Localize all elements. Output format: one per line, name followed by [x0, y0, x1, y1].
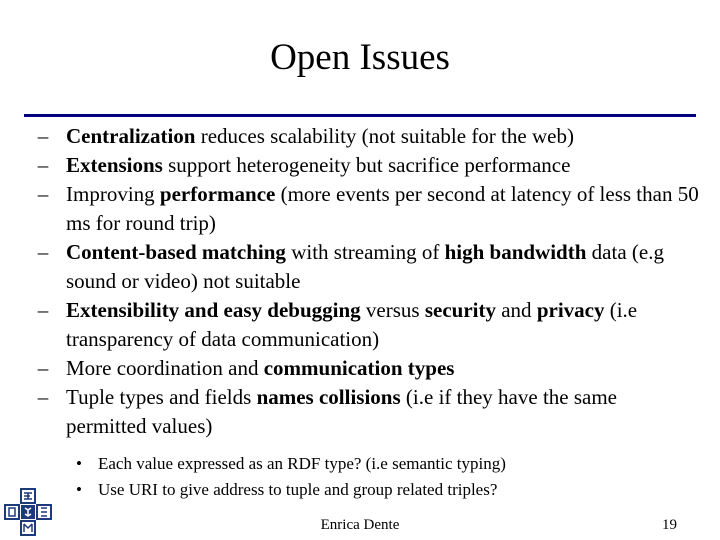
- bold-text-run: performance: [159, 182, 276, 206]
- sub-bullet-item: [76, 451, 696, 477]
- bullet-text: [66, 124, 574, 148]
- text-run: (i.e transparency of data communication): [66, 298, 638, 351]
- bold-text-run: security: [424, 298, 496, 322]
- bullet-text: [66, 298, 637, 351]
- bold-text-run: names collisions: [256, 385, 401, 409]
- text-run: data (e.g sound or video) not suitable: [66, 240, 664, 293]
- sub-bullet-text: Use URI to give address to tuple and group related triples?: [98, 480, 498, 499]
- sub-bullet-item: [76, 477, 696, 503]
- sub-bullet-marker: •: [76, 454, 82, 473]
- text-run: and: [495, 298, 537, 322]
- bullet-list: [30, 122, 700, 441]
- bullet-marker: –: [37, 356, 49, 380]
- page-number: 19: [662, 517, 677, 533]
- sub-bullet-marker: •: [76, 480, 82, 499]
- bold-text-run: high bandwidth: [444, 240, 587, 264]
- bold-text-run: Extensions: [66, 153, 163, 177]
- bold-text-run: Extensibility and easy debugging: [66, 298, 361, 322]
- bullet-item: [30, 296, 700, 354]
- bullet-marker: –: [37, 124, 49, 148]
- title-divider: [24, 114, 696, 117]
- bullet-marker: –: [37, 240, 49, 264]
- bold-text-run: communication types: [263, 356, 455, 380]
- text-run: Improving: [66, 182, 160, 206]
- bullet-item: [30, 180, 700, 238]
- bullet-marker: –: [37, 153, 49, 177]
- text-run: (more events per second at latency of less than 50 ms for round trip): [66, 182, 699, 235]
- bullet-item: [30, 238, 700, 296]
- bold-text-run: privacy: [536, 298, 605, 322]
- bullet-text: [66, 153, 570, 177]
- text-run: Tuple types and fields: [66, 385, 257, 409]
- bullet-item: [30, 151, 700, 180]
- footer-author: Enrica Dente: [320, 517, 400, 533]
- text-run: reduces scalability (not suitable for the web): [195, 124, 574, 148]
- bullet-item: [30, 122, 700, 151]
- sub-bullet-text: Each value expressed as an RDF type? (i.e semantic typing): [98, 454, 506, 473]
- text-run: versus: [360, 298, 425, 322]
- bullet-text: [66, 356, 454, 380]
- text-run: (i.e if they have the same permitted values): [66, 385, 617, 438]
- text-run: support heterogeneity but sacrifice performance: [162, 153, 571, 177]
- bold-text-run: Centralization: [66, 124, 196, 148]
- slide-title: Open Issues: [270, 37, 450, 78]
- bullet-marker: –: [37, 385, 49, 409]
- bullet-text: [66, 182, 699, 235]
- sub-bullet-list: [76, 451, 696, 503]
- bullet-marker: –: [37, 182, 49, 206]
- bullet-marker: –: [37, 298, 49, 322]
- bold-text-run: Content-based matching: [66, 240, 286, 264]
- bullet-item: [30, 383, 700, 441]
- text-run: More coordination and: [66, 356, 264, 380]
- text-run: with streaming of: [285, 240, 445, 264]
- bullet-item: [30, 354, 700, 383]
- bullet-text: [66, 240, 664, 293]
- bullet-text: [66, 385, 617, 438]
